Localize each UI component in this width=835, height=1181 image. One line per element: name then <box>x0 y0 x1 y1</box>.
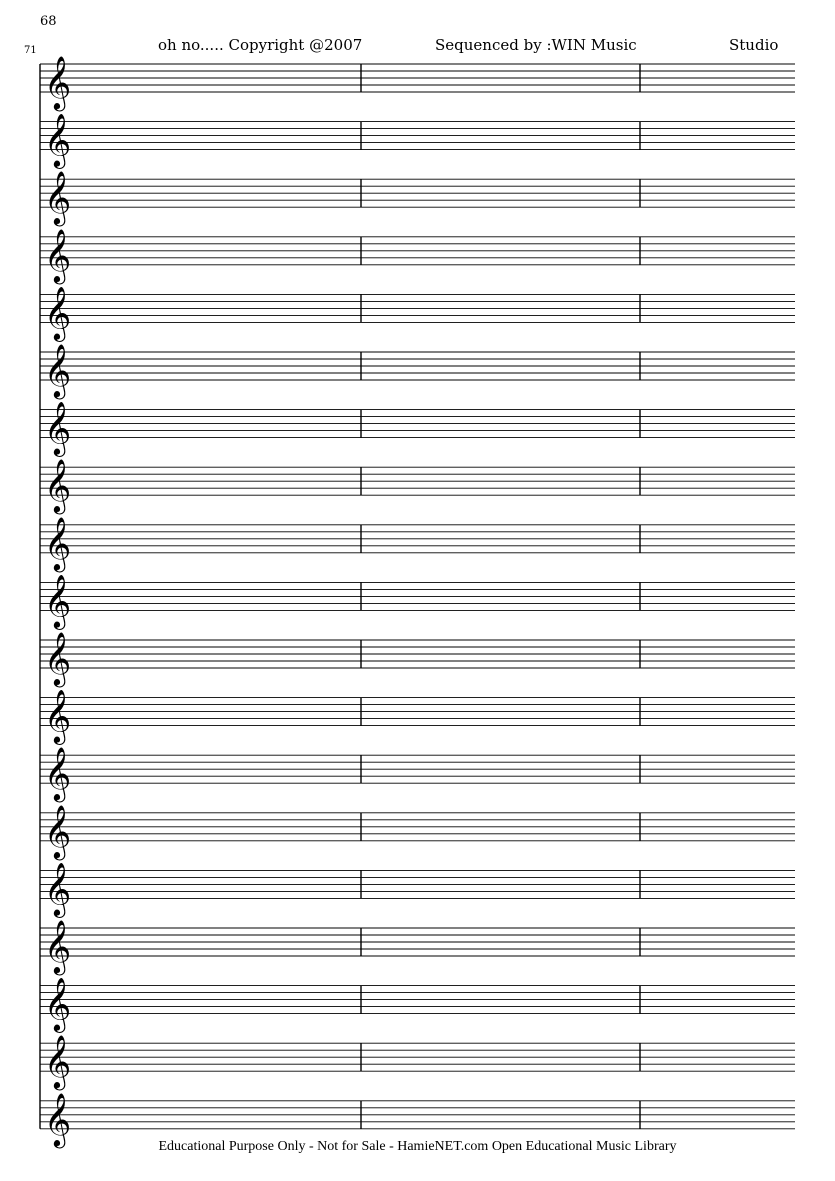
staff <box>40 170 795 226</box>
staff <box>40 458 795 514</box>
staff <box>40 977 795 1033</box>
staff <box>40 516 795 572</box>
treble-clef-icon: 𝄞 <box>44 343 72 397</box>
header-studio: Studio <box>729 36 779 54</box>
treble-clef-icon: 𝄞 <box>44 170 72 225</box>
staff <box>40 689 795 745</box>
treble-clef-icon: 𝄞 <box>44 227 72 282</box>
footer-text: Educational Purpose Only - Not for Sale - HamieNET.com Open Educational Music Library <box>158 1139 677 1154</box>
treble-clef-icon: 𝄞 <box>44 803 72 858</box>
treble-clef-icon: 𝄞 <box>44 55 72 109</box>
treble-clef-icon: 𝄞 <box>44 285 72 340</box>
staff <box>40 343 795 399</box>
treble-clef-icon: 𝄞 <box>44 1091 72 1146</box>
treble-clef-icon: 𝄞 <box>44 400 72 455</box>
staff <box>40 55 795 111</box>
treble-clef-icon: 𝄞 <box>44 631 72 685</box>
staff <box>40 573 795 629</box>
treble-clef-icon: 𝄞 <box>44 1034 72 1089</box>
staff <box>40 401 795 457</box>
treble-clef-icon: 𝄞 <box>44 515 72 570</box>
measure-number: 71 <box>24 45 37 56</box>
staff <box>40 746 795 802</box>
staff <box>40 631 795 687</box>
treble-clef-icon: 𝄞 <box>44 861 72 916</box>
staff <box>40 285 795 341</box>
treble-clef-icon: 𝄞 <box>44 458 72 513</box>
staff <box>40 228 795 284</box>
treble-clef-icon: 𝄞 <box>44 976 72 1031</box>
page-number: 68 <box>40 14 57 29</box>
staff <box>40 1034 795 1090</box>
treble-clef-icon: 𝄞 <box>44 746 72 801</box>
treble-clef-icon: 𝄞 <box>44 688 72 743</box>
staff <box>40 113 795 169</box>
staff <box>40 919 795 975</box>
staff <box>40 804 795 860</box>
header-title: oh no..... Copyright @2007 <box>158 36 363 54</box>
treble-clef-icon: 𝄞 <box>44 112 72 167</box>
treble-clef-icon: 𝄞 <box>44 573 72 628</box>
treble-clef-icon: 𝄞 <box>44 919 72 973</box>
staff <box>40 861 795 917</box>
header-sequenced-by: Sequenced by :WIN Music <box>435 36 637 54</box>
